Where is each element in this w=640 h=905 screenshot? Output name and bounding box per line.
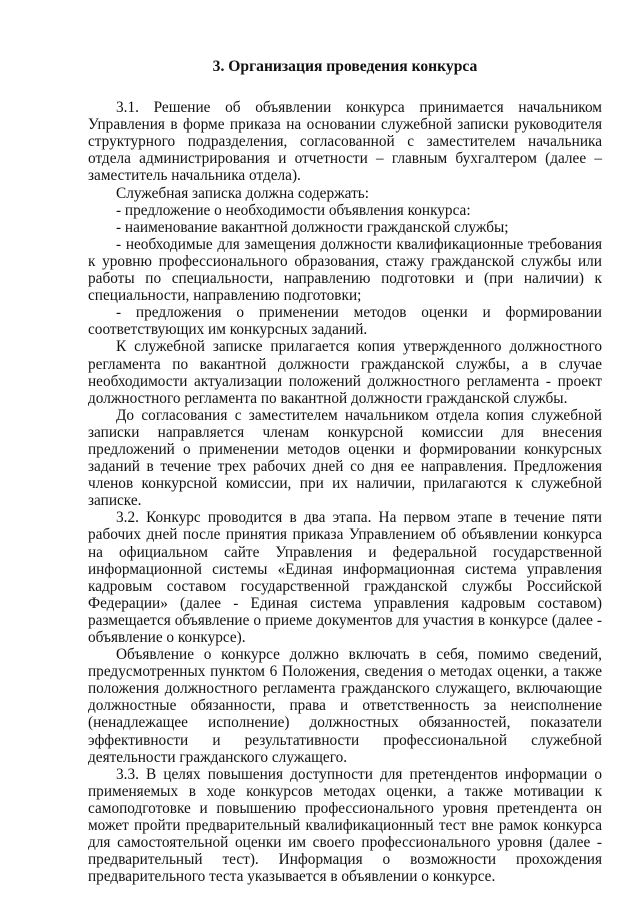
paragraph-memo-intro: Служебная записка должна содержать: bbox=[116, 184, 369, 202]
section-heading: 3. Организация проведения конкурса bbox=[212, 58, 478, 75]
list-item-proposal: - предложение о необходимости объявления конкурса: bbox=[116, 201, 471, 219]
list-item-requirements: - необходимые для замещения должности квалификационные требования к уровню профессионального образования, стажу гражданской службы или работы по специальности, направлению подготовки и (при наличии) к специальности, направлению подготовки; bbox=[88, 235, 602, 305]
list-item-position-name: - наименование вакантной должности гражданской службы; bbox=[116, 218, 509, 236]
document-page bbox=[88, 58, 602, 885]
paragraph-announcement: Объявление о конкурсе должно включать в себя, помимо сведений, предусмотренных пунктом 6 Положения, сведения о методах оценки, а также положения должностного регламента гражданского служащего, включающие должностные обязанности, права и ответственность за неисполнение (ненадлежащее исполнение) должностных обязанностей, показатели эффективности и результативности профессиональной служебной деятельности гражданского служащего. bbox=[88, 646, 602, 766]
paragraph-3-2: 3.2. Конкурс проводится в два этапа. На первом этапе в течение пяти рабочих дней после принятия приказа Управлением об объявлении конкурса на официальном сайте Управления и федеральной государственной информационной системы «Единая информационная система управления кадровым составом государственной гражданской службы Российской Федерации» (далее - Единая система управления кадровым составом) размещается объявление о приеме документов для участия в конкурсе (далее - объявление о конкурсе). bbox=[88, 509, 602, 646]
paragraph-approval: До согласования с заместителем начальником отдела копия служебной записки направляется членам конкурсной комиссии для внесения предложений о применении методов оценки и формировании конкурсных заданий в течение трех рабочих дней со дня ее направления. Предложения членов конкурсной комиссии, при их наличии, прилагаются к служебной записке. bbox=[88, 406, 602, 510]
paragraph-3-3: 3.3. В целях повышения доступности для претендентов информации о применяемых в ходе конкурсов методах оценки, а также мотивации к самоподготовке и повышению профессионального уровня претендента он может пройти предварительный квалификационный тест вне рамок конкурса для самостоятельной оценки им своего профессионального уровня (далее - предварительный тест). Информация о возможности прохождения предварительного теста указывается в объявлении о конкурсе. bbox=[88, 765, 602, 886]
paragraph-attachment: К служебной записке прилагается копия утвержденного должностного регламента по вакантной должности гражданской службы, а в случае необходимости актуализации положений должностного регламента - проект должностного регламента по вакантной должности гражданской службы. bbox=[88, 338, 602, 407]
paragraph-3-1: 3.1. Решение об объявлении конкурса принимается начальником Управления в форме приказа на основании служебной записки руководителя структурного подразделения, согласованной с заместителем начальника отдела администрирования и отчетности – главным бухгалтером (далее – заместитель начальника отдела). bbox=[88, 99, 602, 185]
list-item-methods: - предложения о применении методов оценки и формировании соответствующих им конкурсных заданий. bbox=[88, 304, 602, 339]
